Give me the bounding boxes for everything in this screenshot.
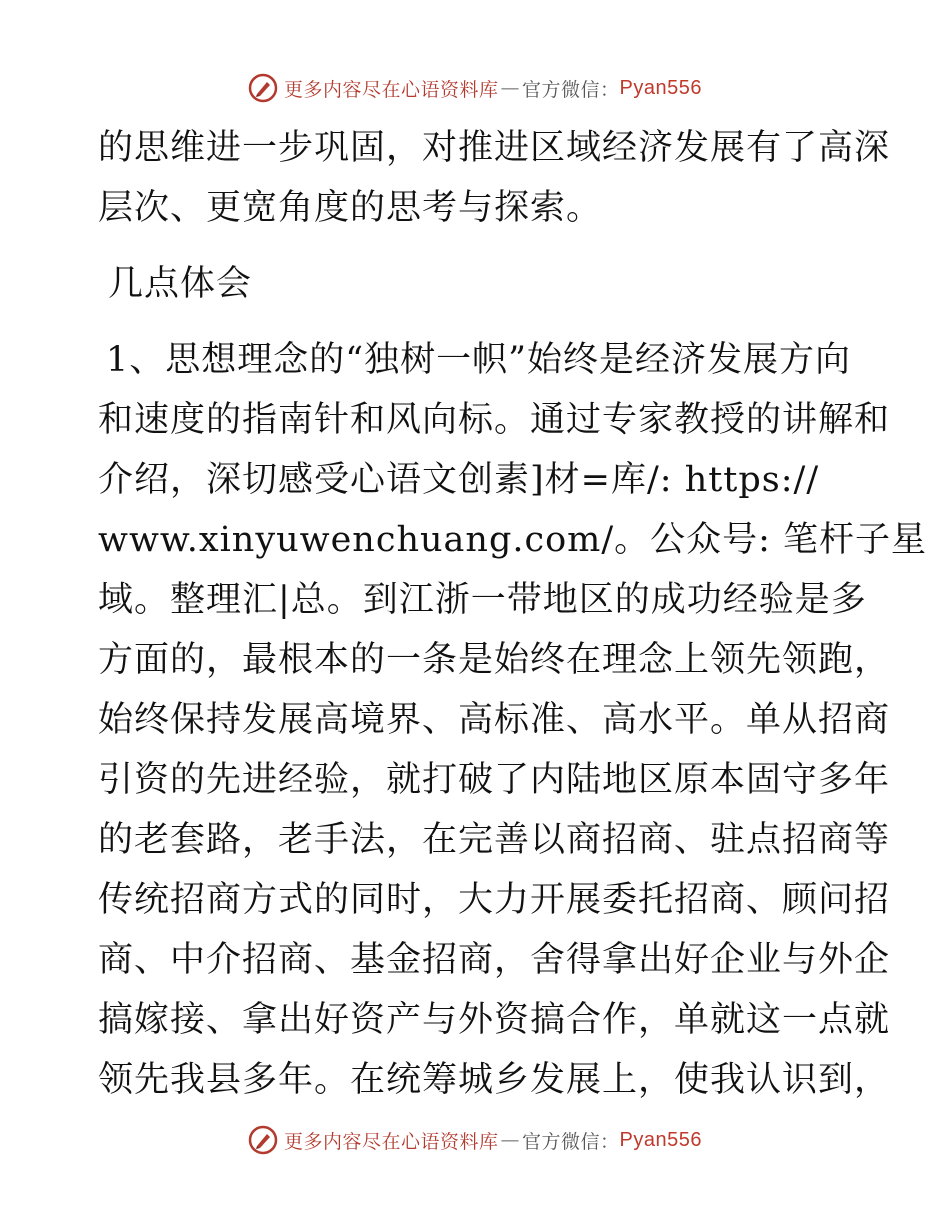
section-heading: 几点体会: [108, 264, 253, 304]
text-line: 层次、更宽角度的思考与探索。: [98, 188, 603, 228]
watermark-wechat-id: Pyan556: [619, 76, 702, 99]
text-line: 始终保持发展高境界、高标准、高水平。单从招商: [98, 700, 891, 740]
text-line: 方面的，最根本的一条是始终在理念上领先领跑，: [98, 640, 891, 680]
footer-watermark: [0, 1120, 950, 1160]
text-line: www.xinyuwenchuang.com/。公众号: 笔杆子星: [98, 520, 928, 560]
watermark-dash: —: [500, 77, 521, 99]
watermark-label: 更多内容尽在心语资料库: [284, 1130, 499, 1153]
text-line: 介绍，深切感受心语文创素]材=库/: https://: [98, 460, 820, 500]
pen-nib-icon: [248, 1125, 278, 1155]
text-line: 商、中介招商、基金招商，舍得拿出好企业与外企: [98, 940, 891, 980]
pen-nib-icon: [248, 73, 278, 103]
text-line: 传统招商方式的同时，大力开展委托招商、顾问招: [98, 880, 891, 920]
document-body: [98, 118, 928, 1110]
text-line: 1、思想理念的“独树一帜”始终是经济发展方向: [106, 340, 852, 380]
text-line: 和速度的指南针和风向标。通过专家教授的讲解和: [98, 400, 891, 440]
text-line: 领先我县多年。在统筹城乡发展上，使我认识到，: [98, 1060, 891, 1100]
text-line: 搞嫁接、拿出好资产与外资搞合作，单就这一点就: [98, 1000, 891, 1040]
text-line: 域。整理汇|总。到江浙一带地区的成功经验是多: [98, 580, 867, 620]
watermark-official-label: 官方微信：: [522, 1130, 620, 1153]
text-line: 引资的先进经验，就打破了内陆地区原本固守多年: [98, 760, 891, 800]
text-line: 的思维进一步巩固，对推进区域经济发展有了高深: [98, 128, 891, 168]
text-line: 的老套路，老手法，在完善以商招商、驻点招商等: [98, 820, 891, 860]
header-watermark: [0, 68, 950, 108]
watermark-dash: —: [500, 1129, 521, 1151]
watermark-official-label: 官方微信：: [522, 78, 620, 101]
watermark-wechat-id: Pyan556: [619, 1128, 702, 1151]
watermark-label: 更多内容尽在心语资料库: [284, 78, 499, 101]
